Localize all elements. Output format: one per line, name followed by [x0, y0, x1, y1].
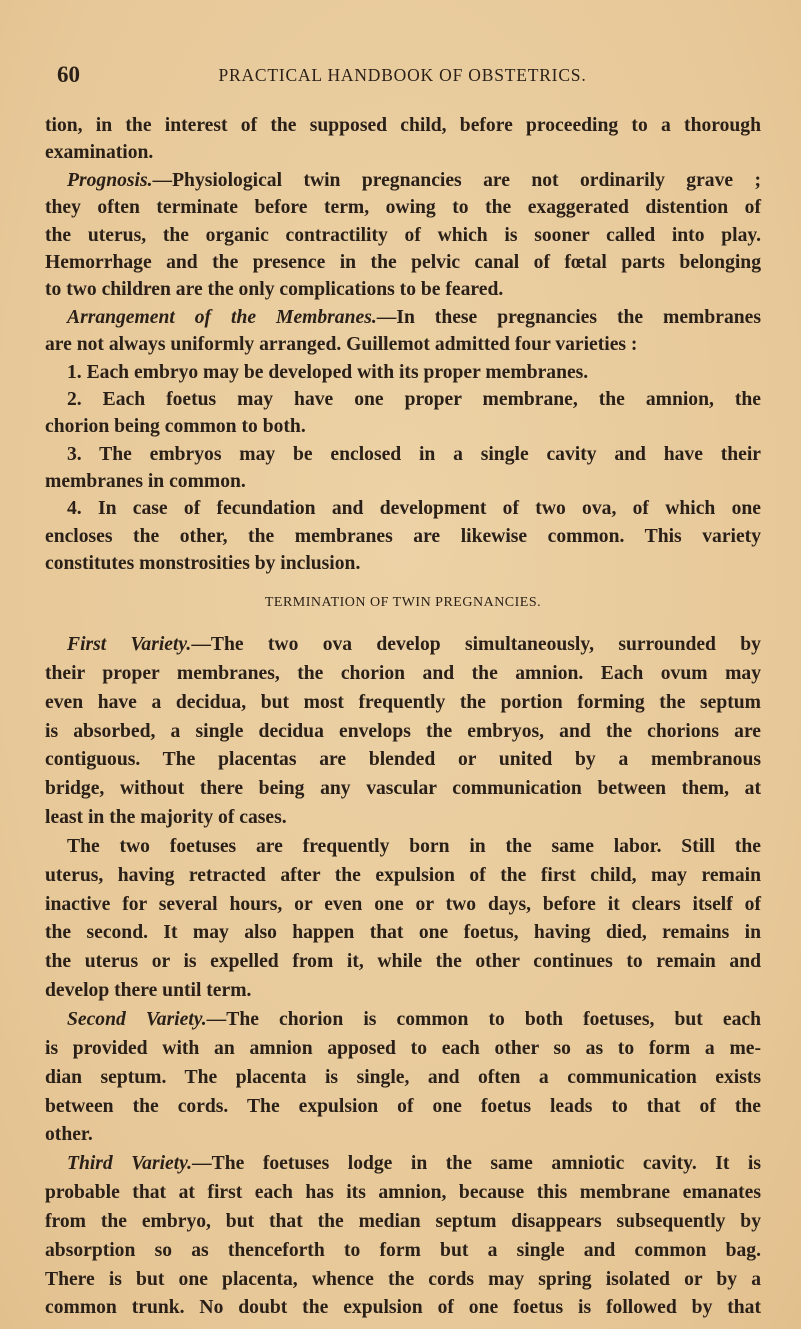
line-text: from the embryo, but that the median septum disappears subsequently by: [45, 1210, 761, 1232]
line-text: even have a decidua, but most frequently the portion forming the septum: [45, 691, 761, 713]
text-line: [45, 1121, 761, 1150]
line-text: contiguous. The placentas are blended or united by a membranous: [45, 749, 761, 771]
text-line: [45, 862, 761, 891]
line-text: There is but one placenta, whence the cords may spring isolated or by a: [45, 1268, 761, 1290]
line-text: The two foetuses are frequently born in the same labor. Still the: [67, 835, 761, 857]
text-line: [45, 1093, 761, 1122]
text-line: [45, 468, 761, 495]
line-text: 4. In case of fecundation and development of two ova, of which one: [67, 498, 761, 520]
section-heading: TERMINATION OF TWIN PREGNANCIES.: [264, 595, 542, 610]
line-text: 3. The embryos may be enclosed in a single cavity and have their: [67, 443, 761, 465]
body-text-top: [45, 112, 761, 578]
body-text-bottom: [45, 631, 761, 1323]
text-line: [45, 833, 761, 862]
line-text: they often terminate before term, owing to the exaggerated distention of: [45, 197, 761, 219]
line-text: is provided with an amnion apposed to each other so as to form a me-: [45, 1037, 761, 1059]
text-line: [45, 948, 761, 977]
text-line: [45, 1035, 761, 1064]
text-line: [45, 523, 761, 550]
line-text: are not always uniformly arranged. Guillemot admitted four varieties :: [45, 334, 638, 356]
text-line: [45, 1208, 761, 1237]
line-text: uterus, having retracted after the expulsion of the first child, may remain: [45, 864, 761, 886]
text-line: [45, 413, 761, 440]
text-line: [45, 550, 761, 577]
text-line: [45, 689, 761, 718]
text-line: [45, 891, 761, 920]
text-line: [45, 386, 761, 413]
text-line: [45, 1179, 761, 1208]
line-text: —The two ova develop simultaneously, surrounded by: [191, 634, 761, 655]
line-text: common trunk. No doubt the expulsion of one foetus is followed by that: [45, 1297, 761, 1319]
text-line: [45, 194, 761, 221]
text-line: [45, 977, 761, 1006]
line-text: —The foetuses lodge in the same amniotic cavity. It is: [192, 1153, 762, 1175]
text-line: [45, 746, 761, 775]
line-text: other.: [45, 1124, 93, 1146]
page-number: 60: [57, 62, 80, 87]
line-text: least in the majority of cases.: [45, 807, 287, 829]
italic-run-in-heading: Arrangement of the Membranes.: [67, 306, 377, 328]
text-line: [45, 304, 761, 331]
text-line: [45, 718, 761, 747]
text-line: [45, 1266, 761, 1295]
text-line: [45, 1006, 761, 1035]
line-text: bridge, without there being any vascular communication between them, at: [45, 778, 761, 800]
line-text: Hemorrhage and the presence in the pelvic canal of fœtal parts belonging: [45, 251, 761, 273]
text-line: [45, 331, 761, 358]
line-text: membranes in common.: [45, 471, 246, 493]
text-line: [45, 139, 761, 166]
text-line: [45, 1237, 761, 1266]
text-line: [45, 359, 761, 386]
text-line: [45, 631, 761, 660]
line-text: between the cords. The expulsion of one foetus leads to that of the: [45, 1095, 761, 1117]
text-line: [45, 1294, 761, 1323]
line-text: the second. It may also happen that one foetus, having died, remains in: [45, 922, 761, 944]
italic-run-in-heading: Prognosis.: [67, 169, 153, 191]
line-text: their proper membranes, the chorion and the amnion. Each ovum may: [45, 662, 761, 684]
text-line: [45, 660, 761, 689]
text-line: [45, 249, 761, 276]
line-text: absorption so as thenceforth to form but a single and common bag.: [45, 1239, 761, 1261]
line-text: the uterus, the organic contractility of which is sooner called into play.: [45, 224, 761, 246]
line-text: is absorbed, a single decidua envelops the embryos, and the chorions are: [45, 720, 761, 742]
line-text: 1. Each embryo may be developed with its proper membranes.: [67, 361, 589, 383]
line-text: —The chorion is common to both foetuses, but each: [206, 1008, 761, 1030]
line-text: —Physiological twin pregnancies are not ordinarily grave ;: [152, 169, 761, 191]
line-text: encloses the other, the membranes are likewise common. This variety: [45, 525, 761, 547]
line-text: dian septum. The placenta is single, and often a communication exists: [45, 1066, 761, 1088]
running-title: PRACTICAL HANDBOOK OF OBSTETRICS.: [218, 65, 587, 85]
line-text: develop there until term.: [45, 980, 252, 1002]
line-text: —In these pregnancies the membranes: [376, 306, 761, 328]
text-line: [45, 804, 761, 833]
text-line: [45, 1150, 761, 1179]
line-text: the uterus or is expelled from it, while the other continues to remain and: [45, 951, 761, 973]
line-text: inactive for several hours, or even one or two days, before it clears itself of: [45, 893, 761, 915]
italic-run-in-heading: First Variety.: [67, 634, 192, 655]
text-line: [45, 1064, 761, 1093]
text-line: [45, 775, 761, 804]
line-text: chorion being common to both.: [45, 416, 306, 438]
text-line: [45, 276, 761, 303]
italic-run-in-heading: Second Variety.: [67, 1008, 207, 1030]
text-line: [45, 919, 761, 948]
italic-run-in-heading: Third Variety.: [67, 1153, 193, 1175]
line-text: examination.: [45, 142, 154, 164]
line-text: 2. Each foetus may have one proper membrane, the amnion, the: [67, 388, 761, 410]
text-line: [45, 112, 761, 139]
text-line: [45, 222, 761, 249]
text-line: [45, 495, 761, 522]
text-line: [45, 167, 761, 194]
text-line: [45, 441, 761, 468]
line-text: probable that at first each has its amnion, because this membrane emanates: [45, 1182, 761, 1204]
line-text: to two children are the only complications to be feared.: [45, 279, 504, 301]
line-text: constitutes monstrosities by inclusion.: [45, 553, 361, 575]
page-header: [45, 62, 760, 88]
line-text: tion, in the interest of the supposed child, before proceeding to a thorough: [45, 115, 761, 136]
